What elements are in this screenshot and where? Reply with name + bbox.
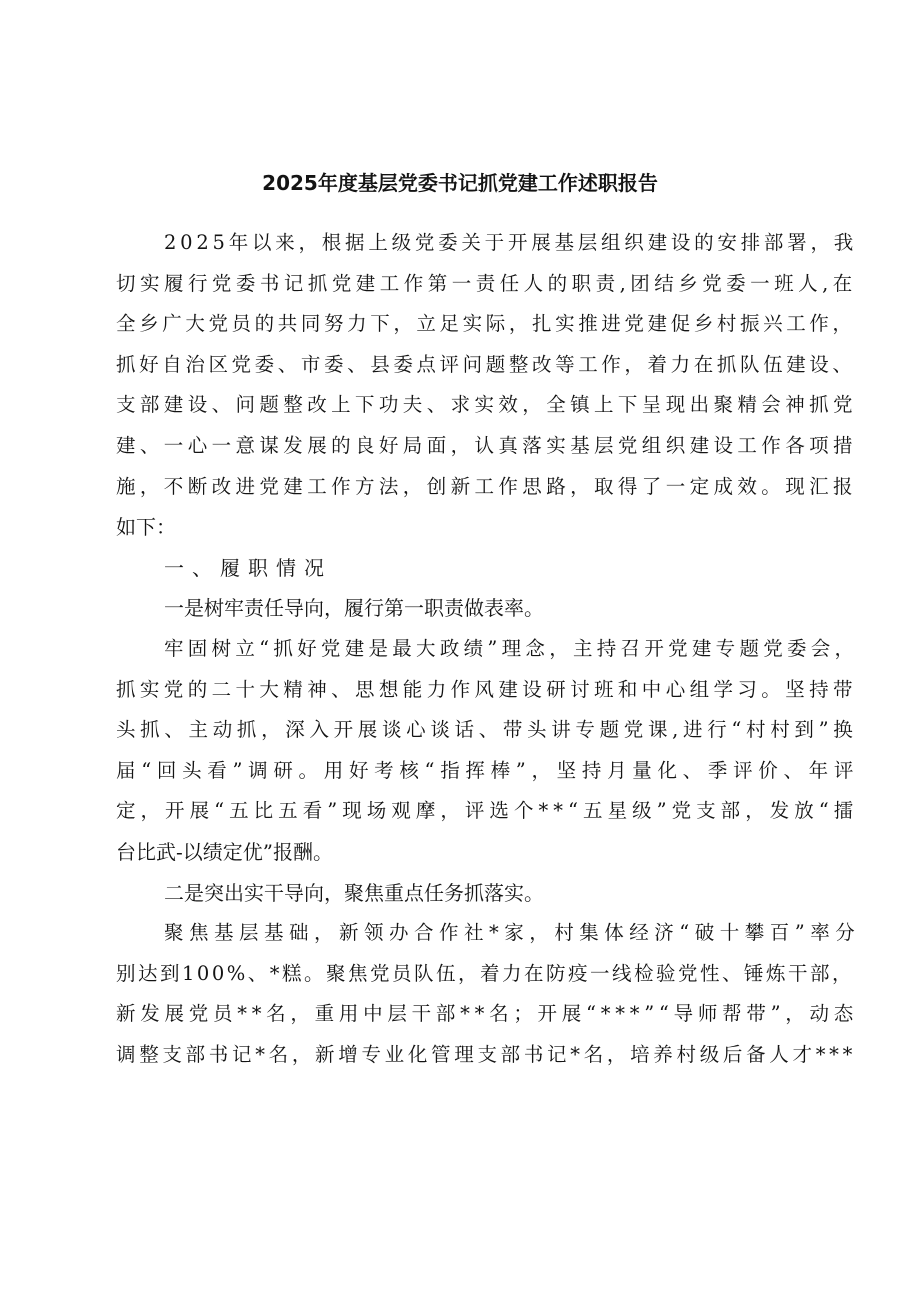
line-text: 聚焦基层基础，新领办合作社*家，村集体经济“破十攀百”率分 — [164, 921, 861, 945]
line-text: 抓实党的二十大精神、思想能力作风建设研讨班和中心组学习。坚持带 — [116, 677, 857, 701]
line-text: 台比武-以绩定优”报酬。 — [116, 839, 333, 864]
text-line — [116, 994, 868, 1035]
heading-text: 一、履职情况 — [164, 555, 332, 580]
paragraph-responsibility — [116, 629, 868, 873]
line-text: 全乡广大党员的共同努力下，立足实际，扎实推进党建促乡村振兴工作， — [116, 312, 856, 336]
line-text: 如下： — [116, 515, 176, 540]
text-line — [116, 426, 868, 467]
line-text: 施，不断改进党建工作方法，创新工作思路，取得了一定成效。现汇报 — [116, 474, 857, 498]
subheading-one — [116, 588, 868, 629]
text-line — [116, 751, 868, 792]
text-line — [116, 629, 868, 670]
paragraph-intro — [116, 223, 868, 548]
line-text: 支部建设、问题整改上下功夫、求实效，全镇上下呈现出聚精会神抓党 — [116, 393, 857, 417]
subheading-two — [116, 873, 868, 914]
line-text: 建、一心一意谋发展的良好局面，认真落实基层党组织建设工作各项措 — [116, 433, 857, 457]
text-line — [116, 670, 868, 711]
text-line — [116, 913, 868, 954]
document-body — [116, 223, 868, 1075]
paragraph-implementation — [116, 913, 868, 1075]
text-line — [116, 791, 868, 832]
text-line — [116, 345, 868, 386]
line-text: 头抓、主动抓，深入开展谈心谈话、带头讲专题党课,进行“村村到”换 — [116, 718, 858, 742]
text-line — [116, 304, 868, 345]
text-line — [116, 954, 868, 995]
line-text: 2025年以来，根据上级党委关于开展基层组织建设的安排部署，我 — [164, 231, 857, 254]
line-text: 切实履行党委书记抓党建工作第一责任人的职责,团结乡党委一班人,在 — [116, 271, 857, 295]
line-text: 牢固树立“抓好党建是最大政绩”理念，主持召开党建专题党委会， — [164, 636, 859, 660]
text-line — [116, 832, 868, 873]
section-heading — [116, 548, 868, 589]
line-text: 调整支部书记*名，新增专业化管理支部书记*名，培养村级后备人才*** — [116, 1042, 857, 1066]
document-title: 2025年度基层党委书记抓党建工作述职报告 — [262, 171, 658, 195]
line-text: 定，开展“五比五看”现场观摩，评选个**“五星级”党支部，发放“擂 — [116, 799, 859, 823]
text-line — [116, 1035, 868, 1076]
line-text: 抓好自治区党委、市委、县委点评问题整改等工作，着力在抓队伍建设、 — [116, 352, 856, 376]
line-text: 新发展党员**名，重用中层干部**名；开展“***”“导师帮带”，动态 — [116, 1002, 859, 1026]
line-text: 别达到100%、*糕。聚焦党员队伍，着力在防疫一线检验党性、锤炼干部， — [116, 961, 854, 985]
text-line — [116, 507, 868, 548]
line-text: 一是树牢责任导向，履行第一职责做表率。 — [164, 596, 544, 621]
line-text: 届“回头看”调研。用好考核“指挥棒”，坚持月量化、季评价、年评 — [116, 758, 860, 782]
text-line — [116, 264, 868, 305]
text-line — [116, 467, 868, 508]
line-text: 二是突出实干导向，聚焦重点任务抓落实。 — [164, 880, 544, 905]
text-line — [116, 385, 868, 426]
text-line — [116, 223, 868, 264]
text-line — [116, 710, 868, 751]
